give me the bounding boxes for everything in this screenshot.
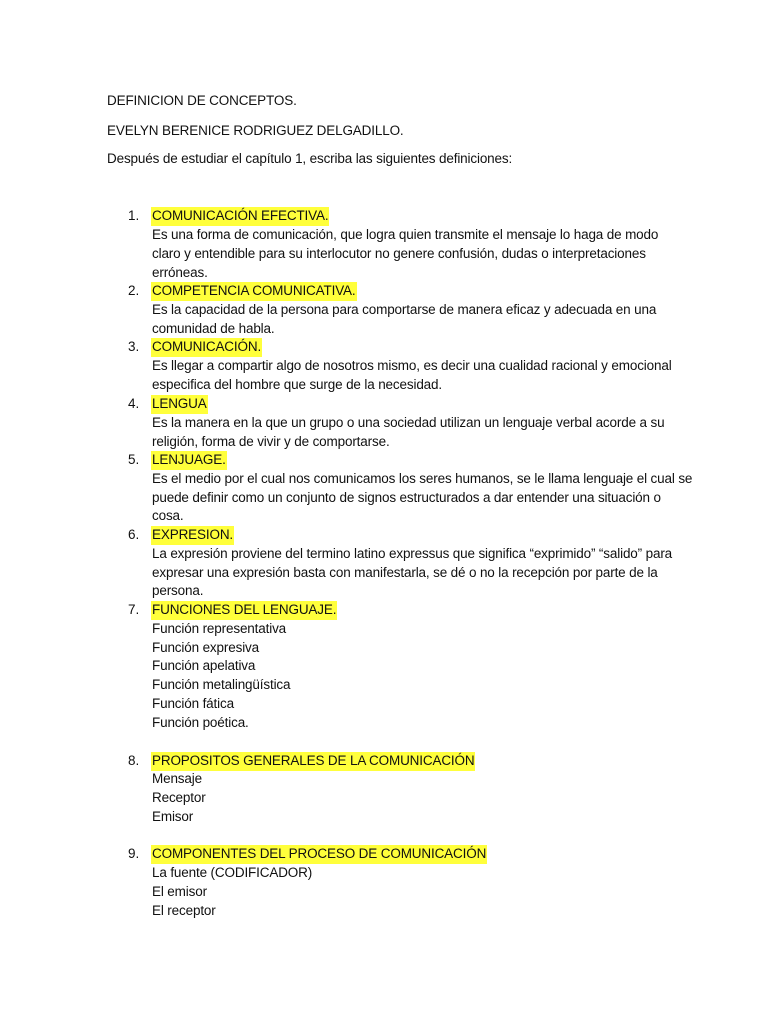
item-text: persona. bbox=[152, 583, 204, 598]
item-text: Función representativa bbox=[152, 621, 287, 636]
item-title: COMUNICACIÓN EFECTIVA. bbox=[151, 207, 329, 226]
item-text: Mensaje bbox=[152, 771, 202, 786]
item-text: Es llegar a compartir algo de nosotros mismo, es decir una cualidad racional y emocional bbox=[152, 358, 672, 373]
item-text: El emisor bbox=[152, 884, 207, 899]
item-title: COMPETENCIA COMUNICATIVA. bbox=[151, 282, 357, 301]
item-text: erróneas. bbox=[152, 265, 208, 280]
item-text: Es el medio por el cual nos comunicamos los seres humanos, se le llama lenguaje el cual se bbox=[152, 471, 693, 486]
item-number: 3. bbox=[128, 339, 140, 354]
item-number: 8. bbox=[128, 753, 140, 768]
item-text: comunidad de habla. bbox=[152, 321, 275, 336]
document-title: DEFINICION DE CONCEPTOS. bbox=[107, 93, 297, 108]
item-number: 5. bbox=[128, 452, 140, 467]
item-text: La fuente (CODIFICADOR) bbox=[152, 865, 313, 880]
item-text: Función expresiva bbox=[152, 640, 260, 655]
item-text: Emisor bbox=[152, 809, 194, 824]
item-text: Función poética. bbox=[152, 715, 249, 730]
item-title: COMPONENTES DEL PROCESO DE COMUNICACIÓN bbox=[151, 845, 487, 864]
item-text: expresar una expresión basta con manifestarla, se dé o no la recepción por parte de la bbox=[152, 565, 658, 580]
item-number: 1. bbox=[128, 208, 140, 223]
item-text: claro y entendible para su interlocutor no genere confusión, dudas o interpretaciones bbox=[152, 246, 646, 261]
item-text: La expresión proviene del termino latino expressus que significa “exprimido” “salido” para bbox=[152, 546, 673, 561]
item-title: LENGUA bbox=[151, 395, 208, 414]
item-text: Función fática bbox=[152, 696, 234, 711]
instructions-text: Después de estudiar el capítulo 1, escriba las siguientes definiciones: bbox=[107, 151, 513, 166]
item-text: especifica del hombre que surge de la necesidad. bbox=[152, 377, 442, 392]
item-text: cosa. bbox=[152, 508, 184, 523]
item-title: COMUNICACIÓN. bbox=[151, 338, 262, 357]
item-text: religión, forma de vivir y de comportarse. bbox=[152, 434, 390, 449]
item-text: puede definir como un conjunto de signos estructurados a dar entender una situación o bbox=[152, 490, 661, 505]
item-number: 6. bbox=[128, 527, 140, 542]
item-number: 7. bbox=[128, 602, 140, 617]
item-title: LENJUAGE. bbox=[151, 451, 227, 470]
item-text: Función apelativa bbox=[152, 658, 256, 673]
item-number: 4. bbox=[128, 396, 140, 411]
item-number: 9. bbox=[128, 846, 140, 861]
item-text: El receptor bbox=[152, 903, 216, 918]
item-text: Es una forma de comunicación, que logra quien transmite el mensaje lo haga de modo bbox=[152, 227, 659, 242]
item-text: Es la manera en la que un grupo o una sociedad utilizan un lenguaje verbal acorde a su bbox=[152, 415, 665, 430]
item-title: FUNCIONES DEL LENGUAJE. bbox=[151, 601, 337, 620]
author-name: EVELYN BERENICE RODRIGUEZ DELGADILLO. bbox=[107, 123, 404, 138]
item-number: 2. bbox=[128, 283, 140, 298]
item-text: Función metalingüística bbox=[152, 677, 291, 692]
item-text: Receptor bbox=[152, 790, 206, 805]
item-title: PROPOSITOS GENERALES DE LA COMUNICACIÓN bbox=[151, 752, 475, 771]
item-text: Es la capacidad de la persona para comportarse de manera eficaz y adecuada en una bbox=[152, 302, 657, 317]
item-title: EXPRESION. bbox=[151, 526, 234, 545]
